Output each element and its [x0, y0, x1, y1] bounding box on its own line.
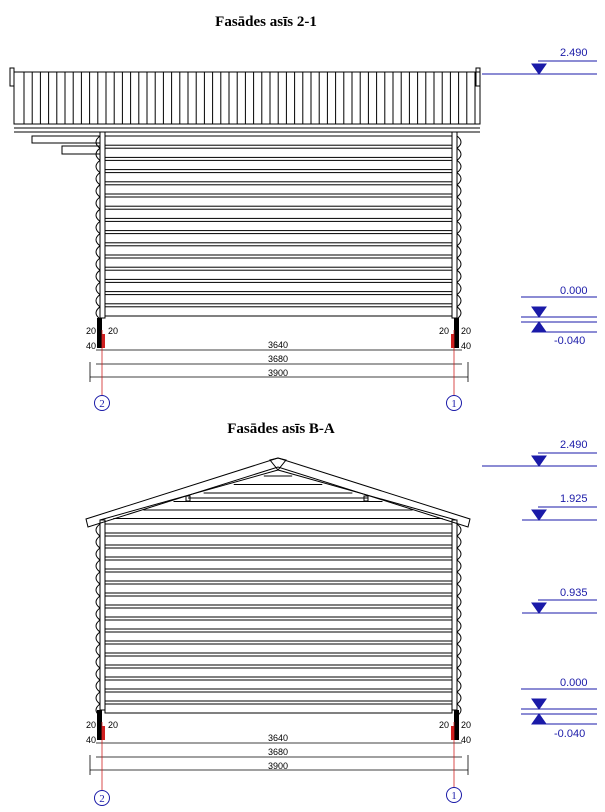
level-mark-1925	[522, 507, 597, 520]
dim-3640-top: 3640	[267, 340, 289, 350]
dim-20-left-b-b: 20	[108, 720, 119, 730]
level-label-minus040-top: -0.040	[554, 335, 586, 347]
log-wall-bottom	[96, 524, 461, 716]
level-mark-2490-bottom	[482, 453, 597, 466]
axis-marker-1-bottom	[447, 788, 462, 803]
svg-text:1: 1	[451, 790, 457, 802]
corner-post-left	[100, 132, 105, 318]
level-label-2490-bottom: 2.490	[560, 439, 588, 451]
level-label-1925: 1.925	[560, 493, 588, 505]
level-mark-0935	[522, 600, 597, 613]
dim-20-right-a-b: 20	[439, 720, 450, 730]
level-mark-2490-top	[482, 61, 597, 74]
level-label-0000-top: 0.000	[560, 285, 588, 297]
elevation-2-1	[10, 68, 480, 348]
dim-3640-bottom: 3640	[267, 733, 289, 743]
elevation-title-bottom: Fasādes asīs B-A	[227, 421, 335, 437]
svg-text:1: 1	[451, 398, 457, 410]
corner-post-right-b	[452, 520, 457, 710]
level-label-0935: 0.935	[560, 587, 588, 599]
svg-text:2: 2	[99, 793, 105, 805]
svg-text:2: 2	[99, 398, 105, 410]
dim-3680-top: 3680	[267, 354, 289, 364]
dim-3680-bottom: 3680	[267, 747, 289, 757]
corner-post-left-b	[100, 520, 105, 710]
level-mark-0000-bottom	[521, 689, 597, 724]
dim-3900-bottom: 3900	[267, 761, 289, 771]
elevation-title-top: Fasādes asīs 2-1	[215, 14, 317, 30]
dim-3900-top: 3900	[267, 368, 289, 378]
level-mark-0000-top	[521, 297, 597, 332]
corner-post-right	[452, 132, 457, 318]
roof-overhang-left	[32, 136, 100, 154]
dim-40-left: 40	[86, 341, 97, 351]
level-label-minus040-bottom: -0.040	[554, 728, 586, 740]
dim-20-left-a-b: 20	[86, 720, 97, 730]
dim-20-right-b-b: 20	[461, 720, 472, 730]
dim-20-left-a: 20	[86, 326, 97, 336]
elevation-B-A	[86, 458, 470, 740]
axis-marker-2-bottom	[95, 791, 110, 806]
level-label-0000-bottom: 0.000	[560, 677, 588, 689]
level-label-2490-top: 2.490	[560, 47, 588, 59]
dim-40-right-b: 40	[461, 735, 472, 745]
axis-marker-1-top	[447, 396, 462, 411]
dim-40-right: 40	[461, 341, 472, 351]
dim-20-right-b: 20	[461, 326, 472, 336]
log-wall-top	[96, 136, 461, 319]
dim-20-left-b: 20	[108, 326, 119, 336]
roof-side	[10, 68, 480, 132]
axis-marker-2-top	[95, 396, 110, 411]
dim-40-left-b: 40	[86, 735, 97, 745]
dim-20-right-a: 20	[439, 326, 450, 336]
